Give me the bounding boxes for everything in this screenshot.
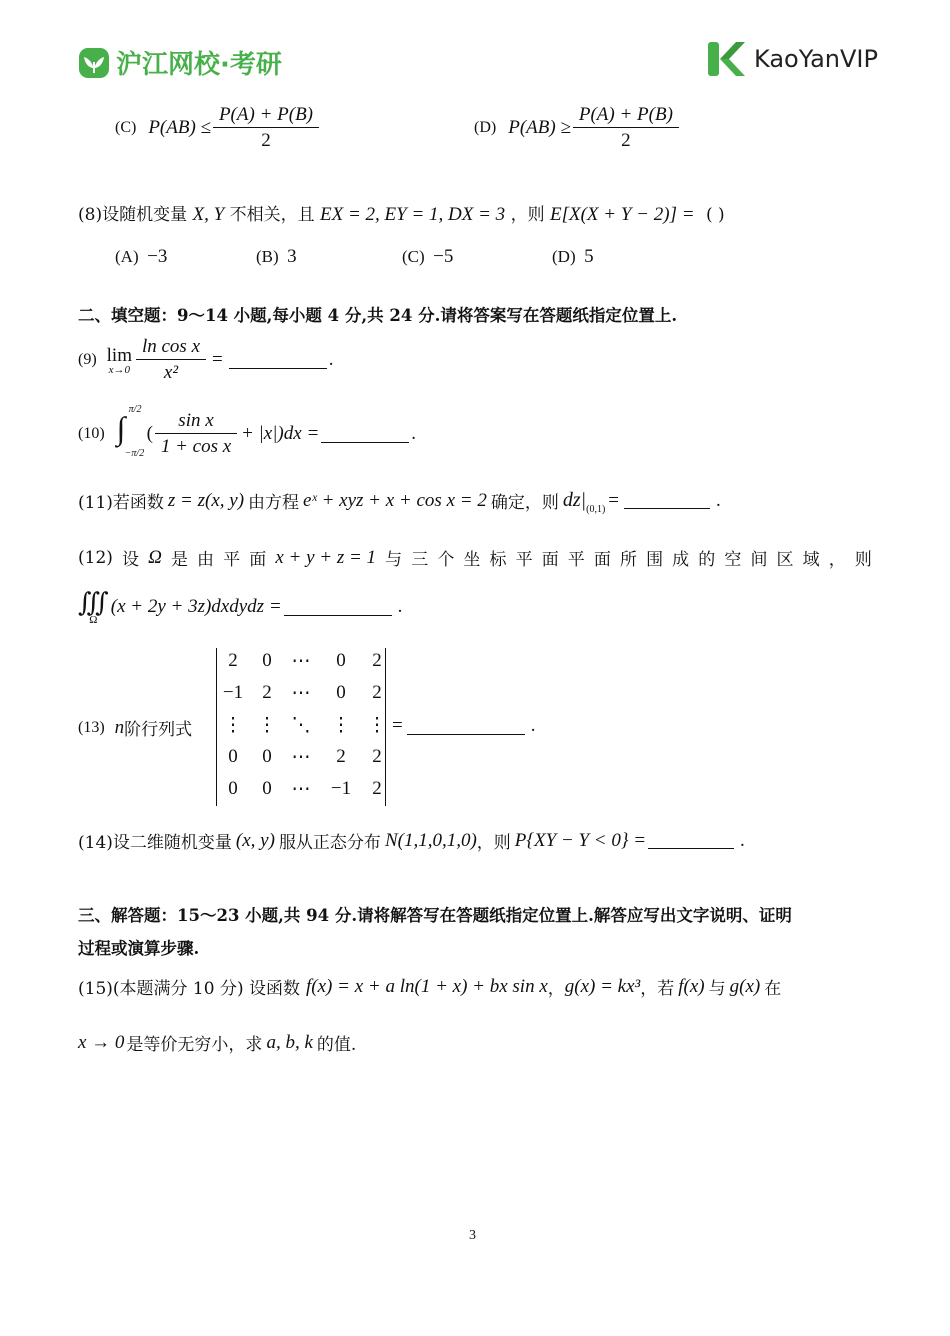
q8-option-a [115,246,167,268]
q12-token: x + y + z = 1 [275,546,377,568]
q13-n: n [114,716,125,738]
question-15-line1 [78,974,781,999]
question-8 [78,200,725,226]
q12-token: (12) [78,547,113,568]
det-cell: ⋯ [291,747,311,768]
q8-then: ，则 [510,205,545,225]
q12-token: 围 [646,550,664,570]
integral-sign: ∫ [116,410,126,446]
q12-token: 标 [489,550,507,570]
det-cell: 0 [262,746,272,767]
det-cell: ⋮ [367,715,387,736]
q12-token: 平 [515,550,533,570]
det-cell: 2 [336,746,346,767]
option-label: (B) [256,247,279,266]
leaf-icon [78,47,110,79]
page-number: 3 [469,1228,476,1243]
q12-token: 平 [567,550,585,570]
period: . [716,489,721,511]
q11-subscript: (0,1) [586,504,606,515]
q13-text: 阶行列式 [124,720,193,740]
q8-vars: X, Y [192,204,225,225]
question-13-label [78,715,192,740]
q11-mid: 由方程 [248,493,300,513]
q12-token: 的 [698,550,716,570]
question-12-line2 [78,588,402,626]
q15-end: 的值. [316,1035,357,1055]
q12-token: ， [828,550,846,570]
q7-option-c [115,104,321,152]
period: . [411,423,417,444]
answer-paren: ( ) [705,205,725,225]
q12-token: 三 [411,550,429,570]
triple-integral-sign: ∭ [78,588,109,617]
det-cell: 0 [262,778,272,799]
q12-token: 则 [854,550,872,570]
answer-blank[interactable] [624,492,710,509]
q8-prefix: (8)设随机变量 [78,205,188,225]
q11-equation: eˣ + xyz + x + cos x = 2 [303,489,487,511]
period: . [328,349,334,370]
q7-option-d-fraction [573,104,679,152]
q8-option-b [256,246,297,268]
det-cell: ⋮ [257,715,277,736]
answer-blank[interactable] [229,352,327,369]
triple-integral [78,588,109,626]
answer-blank[interactable] [407,718,525,735]
q15-and: 与 [708,979,726,999]
det-cell: ⋯ [291,779,311,800]
q15-text: 是等价无穷小，求 [126,1035,263,1055]
question-9 [78,336,333,384]
hujiang-logo-text: 沪江网校·考研 [116,50,282,80]
q13-label: (13) [78,718,105,736]
integral-upper-limit: π/2 [128,404,142,415]
fraction-numerator: ln cos x [141,336,201,357]
det-cell: ⋮ [331,715,351,736]
q14-vars: (x, y) [235,829,275,851]
option-label: (C) [402,247,425,266]
fraction-denominator: 2 [573,127,679,152]
det-cell: 0 [336,682,346,703]
q12-token: 间 [750,550,768,570]
q14-then: ，则 [476,833,511,853]
q15-comma: ， [547,979,565,999]
period: . [740,829,745,851]
q11-differential: dz| [562,489,587,511]
hujiang-logo [78,44,282,81]
q12-token: 面 [249,550,267,570]
q12-token: 由 [197,550,215,570]
q12-token: 与 [385,550,403,570]
det-cell: 2 [372,746,382,767]
option-value: 5 [584,246,594,267]
fraction-denominator: x² [136,359,206,384]
integral-operator [117,404,147,464]
q12-token: 区 [776,550,794,570]
question-10 [78,404,416,464]
det-cell: 2 [262,682,272,703]
section-2-heading: 二、填空题：9～14 小题,每小题 4 分,共 24 分.请将答案写在答题纸指定位置上. [78,306,678,325]
kaoyanvip-logo [706,40,878,78]
equals-sign: = [392,715,403,736]
lim-text: lim [106,344,132,366]
q12-token: 坐 [463,550,481,570]
fraction-numerator: P(A) + P(B) [218,104,314,125]
question-14 [78,828,745,853]
answer-blank[interactable] [284,599,392,616]
q8-condition: EX = 2, EY = 1, DX = 3 [320,204,506,225]
q14-probability: P{XY − Y < 0} = [514,829,647,851]
det-cell: −1 [222,682,244,703]
fraction-denominator: 1 + cos x [155,433,237,458]
q8-option-d [552,246,594,268]
equals-sign: = [212,349,223,370]
q7-option-d-lhs: P(AB) ≥ [508,117,571,138]
question-12-line1 [78,545,872,570]
integral-region: Ω [89,614,98,626]
q10-fraction [155,410,237,458]
q15-prefix: (15)(本题满分 10 分) 设函数 [78,979,301,999]
q15-limit: x → 0 [78,1031,125,1053]
lim-subscript: x→0 [108,363,131,376]
det-cell: 2 [372,650,382,671]
q12-token: 个 [437,550,455,570]
q12-token: 是 [170,550,188,570]
q12-token: 所 [619,550,637,570]
det-cell: ⋱ [291,715,311,736]
answer-blank[interactable] [648,832,734,849]
det-cell: −1 [330,778,352,799]
limit-operator [107,345,132,376]
integral-lower-limit: −π/2 [124,448,145,459]
option-label: (C) [115,119,137,136]
q12-token: 成 [672,550,690,570]
det-cell: 2 [228,650,238,671]
q12-token: 面 [593,550,611,570]
fraction-denominator: 2 [213,127,319,152]
question-13-answer [392,715,535,737]
q10-rest: + |x|)dx = [240,423,320,444]
section-3-heading-line2: 过程或演算步骤. [78,939,200,958]
q7-option-d [474,104,681,152]
q15-gx: g(x) [729,975,761,997]
q11-mid2: 确定，则 [490,493,559,513]
q12-token: 面 [541,550,559,570]
det-cell: ⋯ [291,683,311,704]
det-cell: ⋮ [223,715,243,736]
det-cell: 2 [372,778,382,799]
q12-token: 设 [122,550,139,570]
det-cell: 0 [228,778,238,799]
q7-option-c-lhs: P(AB) ≤ [148,117,211,138]
q12-token: 空 [724,550,742,570]
q15-g: g(x) = kx³ [564,975,641,997]
q15-fx: f(x) [678,975,705,997]
question-11 [78,488,721,513]
option-value: 3 [287,246,297,267]
q14-prefix: (14)设二维随机变量 [78,833,232,853]
q14-mid: 服从正态分布 [278,833,381,853]
det-cell: 0 [228,746,238,767]
period: . [397,596,403,617]
q7-option-c-fraction [213,104,319,152]
q14-distribution: N(1,1,0,1,0) [384,829,477,851]
answer-blank[interactable] [321,426,409,443]
equals-sign: = [608,489,620,511]
q12-integrand: (x + 2y + 3z)dxdydz = [110,596,282,617]
open-paren: ( [146,423,153,444]
option-label: (A) [115,247,139,266]
det-cell: 0 [336,650,346,671]
determinant [215,648,387,806]
fraction-numerator: P(A) + P(B) [578,104,673,125]
q12-token: Ω [148,546,162,568]
k-logo-icon [706,40,746,78]
kaoyanvip-logo-text: KaoYanVIP [754,45,878,73]
fraction-numerator: sin x [178,410,214,431]
q8-mid: 不相关，且 [229,205,315,225]
q15-f: f(x) = x + a ln(1 + x) + bx sin x [306,975,548,997]
q11-function: z = z(x, y) [167,489,245,511]
det-cell: 2 [372,682,382,703]
option-value: −3 [147,246,168,267]
option-label: (D) [474,119,497,136]
option-label: (D) [552,247,576,266]
q10-label: (10) [78,425,105,442]
q11-prefix: (11)若函数 [78,493,164,513]
det-cell: ⋯ [291,651,311,672]
q8-expression: E[X(X + Y − 2)] = [550,204,695,225]
q9-fraction [136,336,206,384]
q8-option-c [402,246,453,268]
question-15-line2 [78,1030,356,1055]
q12-token: 域 [802,550,820,570]
det-cell: 0 [262,650,272,671]
q15-at: 在 [764,979,782,999]
period: . [530,715,536,736]
q12-token: 平 [223,550,241,570]
q15-vars: a, b, k [266,1031,313,1053]
q9-label: (9) [78,351,97,368]
section-3-heading-line1: 三、解答题：15～23 小题,共 94 分.请将解答写在答题纸指定位置上.解答应写出文字说明、证明 [78,906,792,925]
option-value: −5 [433,246,454,267]
q15-mid: ，若 [640,979,675,999]
